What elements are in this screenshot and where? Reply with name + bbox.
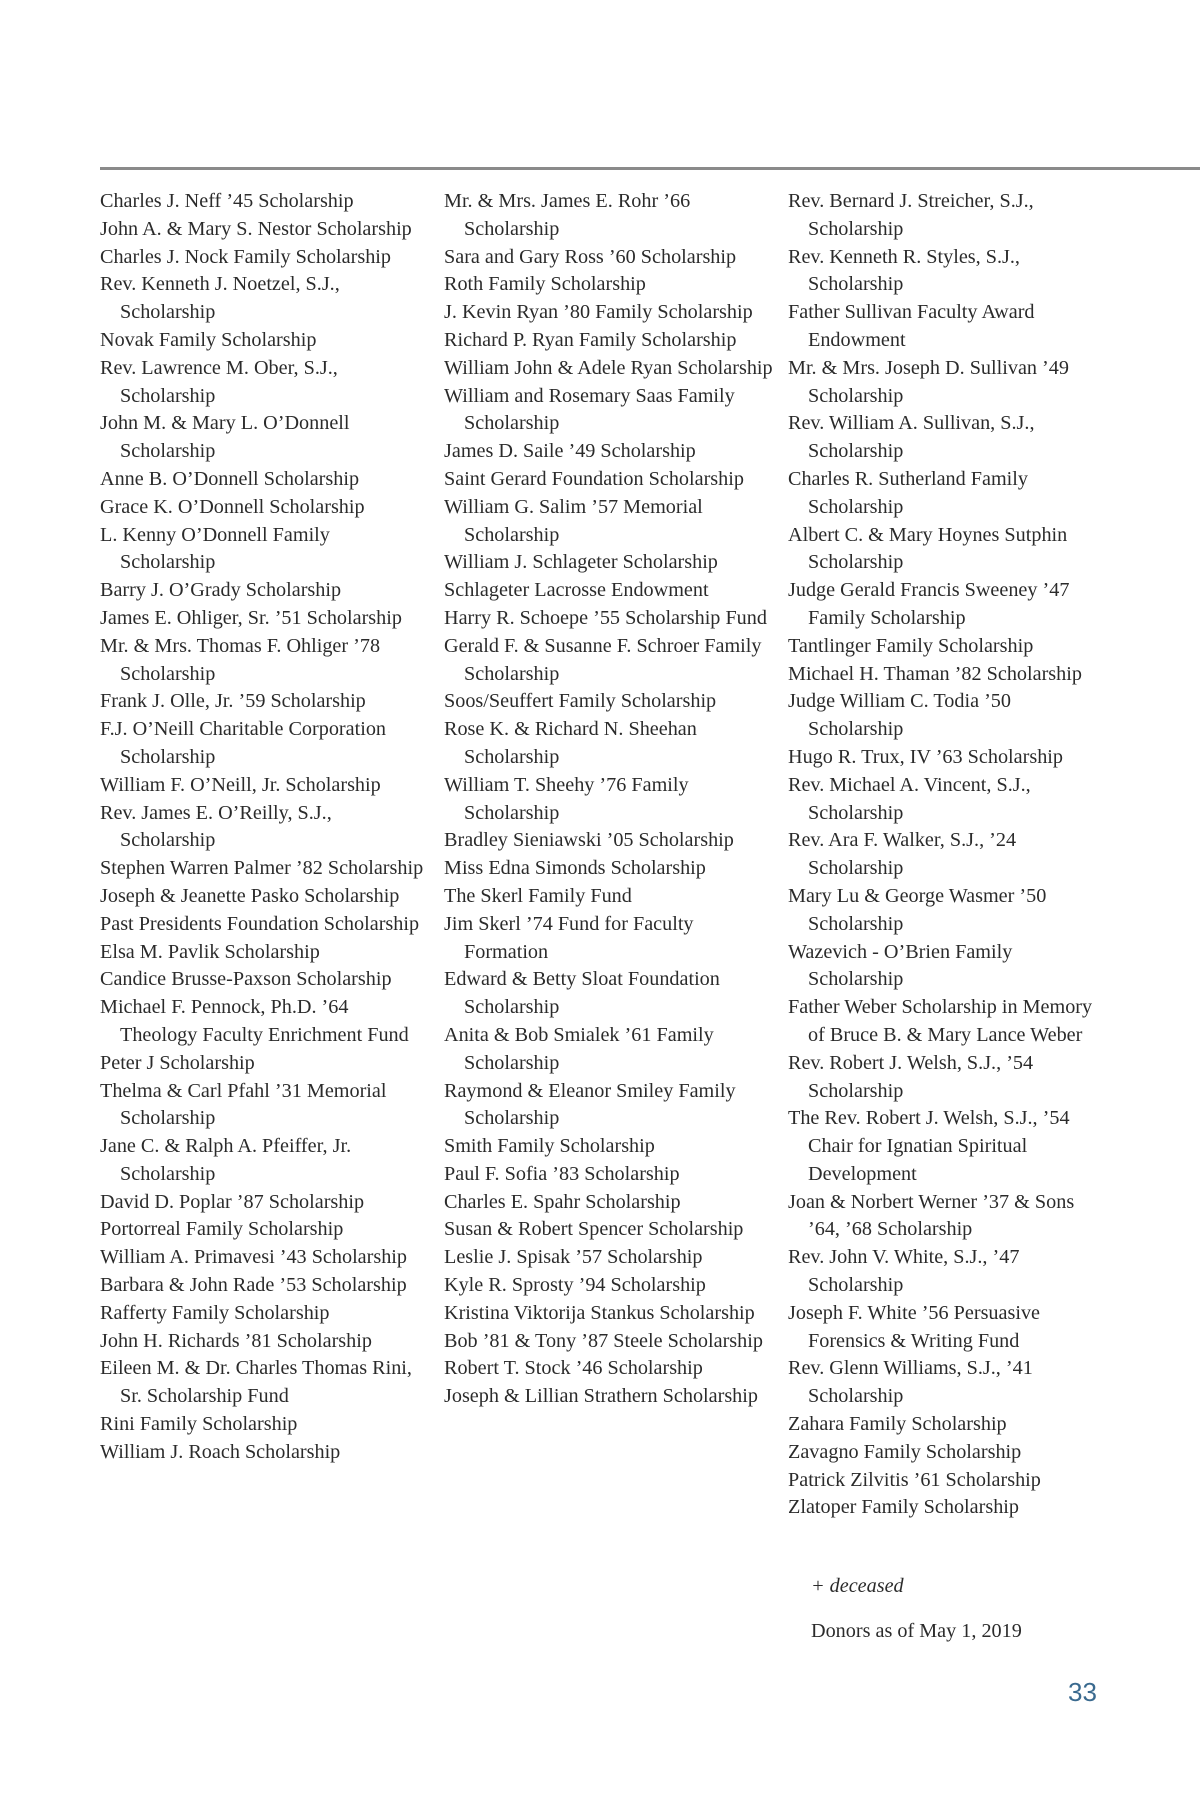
scholarship-entry: Rev. Glenn Williams, S.J., ’41 Scholarship xyxy=(788,1357,1033,1408)
scholarship-entry: Charles J. Nock Family Scholarship xyxy=(100,245,392,268)
top-rule xyxy=(100,167,1200,170)
scholarship-entry: Roth Family Scholarship xyxy=(444,273,646,296)
scholarship-entry: Harry R. Schoepe ’55 Scholarship Fund xyxy=(444,606,767,629)
scholarship-entry: Judge Gerald Francis Sweeney ’47 Family Scholarship xyxy=(788,579,1070,629)
scholarship-entry: Schlageter Lacrosse Endowment xyxy=(444,579,709,602)
scholarship-entry: Zavagno Family Scholarship xyxy=(788,1440,1022,1463)
scholarship-entry: Grace K. O’Donnell Scholarship xyxy=(100,495,365,518)
scholarship-entry: Tantlinger Family Scholarship xyxy=(788,634,1034,657)
scholarship-entry: Peter J Scholarship xyxy=(100,1051,255,1074)
scholarship-entry: Rini Family Scholarship xyxy=(100,1413,298,1436)
scholarship-entry: Saint Gerard Foundation Scholarship xyxy=(444,467,744,490)
scholarship-entry: Michael F. Pennock, Ph.D. ’64 Theology Faculty Enrichment Fund xyxy=(100,996,409,1046)
scholarship-entry: Susan & Robert Spencer Scholarship xyxy=(444,1218,744,1241)
scholarship-entry: William F. O’Neill, Jr. Scholarship xyxy=(100,773,381,796)
scholarship-entry: Frank J. Olle, Jr. ’59 Scholarship xyxy=(100,690,366,713)
scholarship-column-3 xyxy=(788,188,1108,1522)
scholarship-entry: Rev. Michael A. Vincent, S.J., Scholarship xyxy=(788,773,1031,824)
scholarship-entry: Sara and Gary Ross ’60 Scholarship xyxy=(444,245,737,268)
scholarship-entry: Stephen Warren Palmer ’82 Scholarship xyxy=(100,857,424,880)
scholarship-entry: The Rev. Robert J. Welsh, S.J., ’54 Chair for Ignatian Spiritual Development xyxy=(788,1107,1070,1185)
scholarship-entry: Candice Brusse-Paxson Scholarship xyxy=(100,968,392,991)
scholarship-entry: Richard P. Ryan Family Scholarship xyxy=(444,328,737,351)
scholarship-entry: William G. Salim ’57 Memorial Scholarship xyxy=(444,495,703,546)
scholarship-entry: Zahara Family Scholarship xyxy=(788,1413,1007,1436)
scholarship-entry: Rev. John V. White, S.J., ’47 Scholarship xyxy=(788,1246,1020,1297)
scholarship-entry: Wazevich - O’Brien Family Scholarship xyxy=(788,940,1013,991)
scholarship-entry: Robert T. Stock ’46 Scholarship xyxy=(444,1357,703,1380)
scholarship-entry: Eileen M. & Dr. Charles Thomas Rini, Sr. Scholarship Fund xyxy=(100,1357,412,1408)
scholarship-entry: Rev. Kenneth J. Noetzel, S.J., Scholarship xyxy=(100,273,340,324)
scholarship-entry: J. Kevin Ryan ’80 Family Scholarship xyxy=(444,301,753,324)
scholarship-column-2 xyxy=(444,188,774,1411)
scholarship-entry: Leslie J. Spisak ’57 Scholarship xyxy=(444,1246,703,1269)
scholarship-entry: James E. Ohliger, Sr. ’51 Scholarship xyxy=(100,606,402,629)
scholarship-entry: Portorreal Family Scholarship xyxy=(100,1218,344,1241)
scholarship-entry: Charles J. Neff ’45 Scholarship xyxy=(100,190,354,212)
scholarship-entry: Joseph F. White ’56 Persuasive Forensics & Writing Fund xyxy=(788,1301,1041,1352)
donors-as-of-note: Donors as of May 1, 2019 xyxy=(811,1620,1022,1642)
page-number: 33 xyxy=(1068,1677,1097,1707)
scholarship-entry: Anne B. O’Donnell Scholarship xyxy=(100,467,360,490)
scholarship-entry: Past Presidents Foundation Scholarship xyxy=(100,912,420,935)
scholarship-entry: Anita & Bob Smialek ’61 Family Scholarship xyxy=(444,1023,714,1074)
scholarship-entry: William J. Schlageter Scholarship xyxy=(444,551,718,574)
scholarship-entry: Paul F. Sofia ’83 Scholarship xyxy=(444,1162,680,1185)
scholarship-entry: John M. & Mary L. O’Donnell Scholarship xyxy=(100,412,350,463)
scholarship-entry: Joseph & Jeanette Pasko Scholarship xyxy=(100,884,400,907)
scholarship-entry: Joseph & Lillian Strathern Scholarship xyxy=(444,1385,758,1408)
scholarship-entry: Joan & Norbert Werner ’37 & Sons ’64, ’68 Scholarship xyxy=(788,1190,1075,1241)
scholarship-entry: Rafferty Family Scholarship xyxy=(100,1301,330,1324)
scholarship-entry: Raymond & Eleanor Smiley Family Scholarship xyxy=(444,1079,736,1130)
scholarship-entry: Rev. Bernard J. Streicher, S.J., Scholarship xyxy=(788,190,1034,240)
scholarship-entry: Smith Family Scholarship xyxy=(444,1135,655,1158)
scholarship-entry: Jim Skerl ’74 Fund for Faculty Formation xyxy=(444,912,694,963)
scholarship-entry: Rev. William A. Sullivan, S.J., Scholarship xyxy=(788,412,1035,463)
scholarship-entry: Rev. Lawrence M. Ober, S.J., Scholarship xyxy=(100,356,338,407)
scholarship-entry: Father Sullivan Faculty Award Endowment xyxy=(788,301,1035,351)
scholarship-entry: Kyle R. Sprosty ’94 Scholarship xyxy=(444,1274,706,1297)
scholarship-entry: William A. Primavesi ’43 Scholarship xyxy=(100,1246,408,1269)
scholarship-entry: L. Kenny O’Donnell Family Scholarship xyxy=(100,523,330,574)
scholarship-entry: Judge William C. Todia ’50 Scholarship xyxy=(788,690,1011,741)
scholarship-entry: James D. Saile ’49 Scholarship xyxy=(444,440,696,463)
scholarship-entry: David D. Poplar ’87 Scholarship xyxy=(100,1190,365,1213)
scholarship-entry: Mr. & Mrs. Joseph D. Sullivan ’49 Scholarship xyxy=(788,356,1069,407)
scholarship-entry: Zlatoper Family Scholarship xyxy=(788,1496,1019,1519)
scholarship-entry: Charles E. Spahr Scholarship xyxy=(444,1190,681,1213)
scholarship-entry: Mr. & Mrs. Thomas F. Ohliger ’78 Scholarship xyxy=(100,634,381,685)
scholarship-entry: Rose K. & Richard N. Sheehan Scholarship xyxy=(444,718,697,768)
scholarship-entry: Rev. Robert J. Welsh, S.J., ’54 Scholarship xyxy=(788,1051,1034,1102)
scholarship-entry: Albert C. & Mary Hoynes Sutphin Scholarship xyxy=(788,523,1068,574)
scholarship-entry: Kristina Viktorija Stankus Scholarship xyxy=(444,1301,755,1324)
scholarship-entry: Rev. Kenneth R. Styles, S.J., Scholarship xyxy=(788,245,1020,296)
scholarship-entry: John H. Richards ’81 Scholarship xyxy=(100,1329,372,1352)
scholarship-entry: Bob ’81 & Tony ’87 Steele Scholarship xyxy=(444,1329,763,1352)
scholarship-entry: Bradley Sieniawski ’05 Scholarship xyxy=(444,829,734,852)
scholarship-entry: William J. Roach Scholarship xyxy=(100,1440,341,1463)
scholarship-entry: Mr. & Mrs. James E. Rohr ’66 Scholarship xyxy=(444,190,691,240)
scholarship-entry: Patrick Zilvitis ’61 Scholarship xyxy=(788,1468,1041,1491)
scholarship-entry: Hugo R. Trux, IV ’63 Scholarship xyxy=(788,745,1063,768)
scholarship-entry: Charles R. Sutherland Family Scholarship xyxy=(788,467,1028,518)
scholarship-column-1 xyxy=(100,188,430,1467)
scholarship-entry: Mary Lu & George Wasmer ’50 Scholarship xyxy=(788,884,1047,935)
scholarship-entry: William John & Adele Ryan Scholarship xyxy=(444,356,773,379)
scholarship-entry: Barry J. O’Grady Scholarship xyxy=(100,579,342,602)
scholarship-entry: Soos/Seuffert Family Scholarship xyxy=(444,690,717,713)
scholarship-entry: Gerald F. & Susanne F. Schroer Family Scholarship xyxy=(444,634,762,685)
scholarship-entry: Father Weber Scholarship in Memory of Bruce B. & Mary Lance Weber xyxy=(788,996,1093,1046)
scholarship-entry: William and Rosemary Saas Family Scholarship xyxy=(444,384,735,435)
scholarship-entry: John A. & Mary S. Nestor Scholarship xyxy=(100,217,412,240)
scholarship-entry: Miss Edna Simonds Scholarship xyxy=(444,857,706,880)
scholarship-entry: Thelma & Carl Pfahl ’31 Memorial Scholarship xyxy=(100,1079,387,1130)
scholarship-entry: Rev. James E. O’Reilly, S.J., Scholarship xyxy=(100,801,332,852)
scholarship-entry: William T. Sheehy ’76 Family Scholarship xyxy=(444,773,689,824)
scholarship-entry: Jane C. & Ralph A. Pfeiffer, Jr. Scholarship xyxy=(100,1135,352,1185)
scholarship-entry: The Skerl Family Fund xyxy=(444,884,632,907)
scholarship-entry: Edward & Betty Sloat Foundation Scholarship xyxy=(444,968,720,1019)
scholarship-entry: Barbara & John Rade ’53 Scholarship xyxy=(100,1274,407,1297)
scholarship-entry: Michael H. Thaman ’82 Scholarship xyxy=(788,662,1082,685)
deceased-footnote: + deceased xyxy=(811,1575,904,1597)
scholarship-entry: F.J. O’Neill Charitable Corporation Scholarship xyxy=(100,718,387,768)
scholarship-entry: Rev. Ara F. Walker, S.J., ’24 Scholarship xyxy=(788,829,1017,880)
scholarship-entry: Elsa M. Pavlik Scholarship xyxy=(100,940,320,963)
scholarship-entry: Novak Family Scholarship xyxy=(100,328,317,351)
